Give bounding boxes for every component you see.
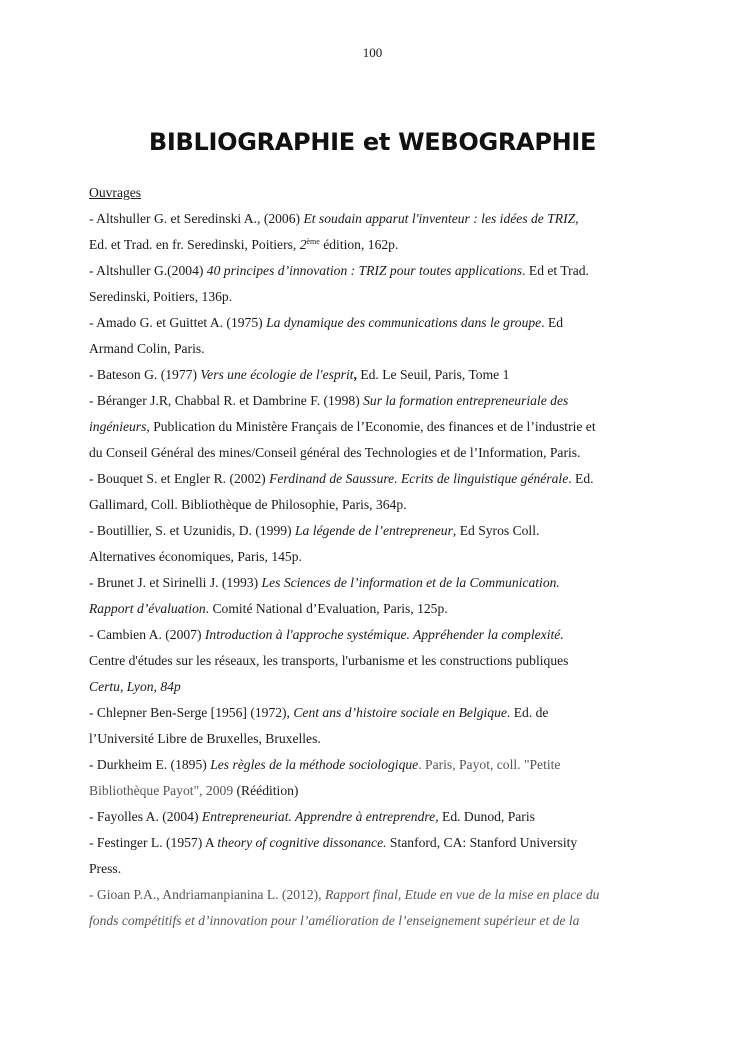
reference-entry: - Brunet J. et Sirinelli J. (1993) Les Sciences de l’information et de la Communication. Rapport d’évaluation. Comité National d’Evaluation, Paris, 125p.	[89, 575, 560, 616]
page-title: BIBLIOGRAPHIE et WEBOGRAPHIE	[148, 128, 597, 156]
reference-entry: - Altshuller G.(2004) 40 principes d’innovation : TRIZ pour toutes applications. Ed et Trad. Seredinski, Poitiers, 136p.	[89, 263, 589, 304]
reference-entry: - Amado G. et Guittet A. (1975) La dynamique des communications dans le groupe. Ed Armand Colin, Paris.	[89, 315, 564, 356]
section-label-ouvrages: Ouvrages	[89, 185, 142, 200]
reference-entry: - Altshuller G. et Seredinski A., (2006) Et soudain apparut l'inventeur : les idées de TRIZ, Ed. et Trad. en fr. Seredinski, Poitiers, 2ème édition, 162p.	[89, 211, 579, 252]
reference-entry: - Fayolles A. (2004) Entrepreneuriat. Apprendre à entreprendre, Ed. Dunod, Paris	[89, 809, 535, 824]
reference-entry: - Bouquet S. et Engler R. (2002) Ferdinand de Saussure. Ecrits de linguistique générale. Ed. Gallimard, Coll. Bibliothèque de Philosophie, Paris, 364p.	[89, 471, 594, 512]
bibliography-body	[89, 180, 664, 934]
reference-entry: - Bateson G. (1977) Vers une écologie de l'esprit, Ed. Le Seuil, Paris, Tome 1	[89, 367, 510, 382]
reference-entry: - Cambien A. (2007) Introduction à l'approche systémique. Appréhender la complexité. Centre d'études sur les réseaux, les transports, l'urbanisme et les constructions publiques Certu, Lyon, 84p	[89, 627, 569, 694]
reference-entry: - Boutillier, S. et Uzunidis, D. (1999) La légende de l’entrepreneur, Ed Syros Coll. Alternatives économiques, Paris, 145p.	[89, 523, 540, 564]
reference-entry: - Gioan P.A., Andriamanpianina L. (2012), Rapport final, Etude en vue de la mise en place du fonds compétitifs et d’innovation pour l’amélioration de l’enseignement supérieur et de la	[89, 887, 600, 928]
page-number: 100	[362, 45, 383, 60]
reference-entry: - Festinger L. (1957) A theory of cognitive dissonance. Stanford, CA: Stanford University Press.	[89, 835, 578, 876]
reference-entry: - Chlepner Ben-Serge [1956] (1972), Cent ans d’histoire sociale en Belgique. Ed. de l’Université Libre de Bruxelles, Bruxelles.	[89, 705, 549, 746]
reference-entry: - Béranger J.R, Chabbal R. et Dambrine F. (1998) Sur la formation entrepreneuriale des ingénieurs, Publication du Ministère Français de l’Economie, des finances et de l’industrie et du Conseil Général des mines/Conseil général des Technologies et de l’Information, Paris.	[89, 393, 596, 460]
reference-entry: - Durkheim E. (1895) Les règles de la méthode sociologique. Paris, Payot, coll. "Petite Bibliothèque Payot", 2009 (Réédition)	[89, 757, 561, 798]
